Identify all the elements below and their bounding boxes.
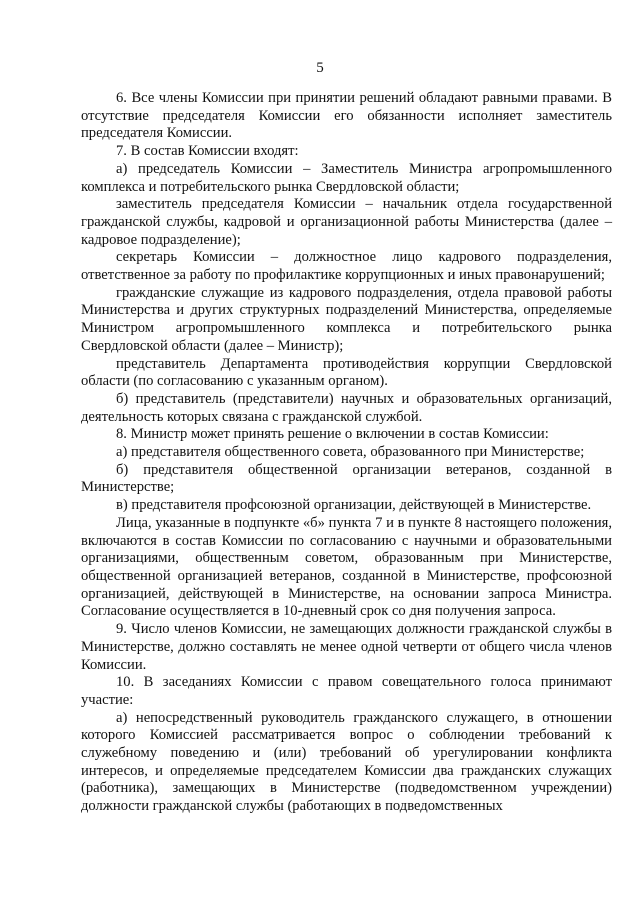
paragraph-secretary: секретарь Комиссии – должностное лицо кадрового подразделения, ответственное за работу по профилактике коррупционных и иных правонарушений; [81,249,612,284]
paragraph-8c: в) представителя профсоюзной организации, действующей в Министерстве. [116,497,592,514]
paragraph-10a: а) непосредственный руководитель гражданского служащего, в отношении которого Комиссией рассматривается вопрос о соблюдении требований к служебному поведению и (или) требований об урегулировании конфликта интересов, и определяемые председателем Комиссии два гражданских служащих (работника), замещающих в Министерстве (подведомственном учреждении) должности гражданской службы (работающих в подведомственных [81,709,612,815]
paragraph-7: 7. В состав Комиссии входят: [116,143,299,160]
paragraph-civil-servants: гражданские служащие из кадрового подразделения, отдела правовой работы Министерства и других структурных подразделений Министерства, определяемые Министром агропромышленного комплекса и потребительского рынка Свердловской области (далее – Министр); [81,284,612,354]
paragraph-8: 8. Министр может принять решение о включении в состав Комиссии: [116,426,549,443]
paragraph-10: 10. В заседаниях Комиссии с правом совещательного голоса принимают участие: [81,674,612,708]
paragraph-8b: б) представителя общественной организации ветеранов, созданной в Министерстве; [81,461,612,496]
paragraph-department-rep: представитель Департамента противодействия коррупции Свердловской области (по согласованию с указанным органом). [81,355,612,390]
paragraph-7b: б) представитель (представители) научных и образовательных организаций, деятельность которых связана с гражданской службой. [81,390,612,425]
page-number: 5 [316,60,324,76]
paragraph-9: 9. Число членов Комиссии, не замещающих должности гражданской службы в Министерстве, должно составлять не менее одной четверти от общего числа членов Комиссии. [81,621,612,673]
paragraph-7a: а) председатель Комиссии – Заместитель Министра агропромышленного комплекса и потребительского рынка Свердловской области; [81,160,612,195]
document-body [81,90,612,816]
paragraph-deputy-chair: заместитель председателя Комиссии – начальник отдела государственной гражданской службы, кадровой и организационной работы Министерства (далее – кадровое подразделение); [81,196,612,248]
paragraph-6: 6. Все члены Комиссии при принятии решений обладают равными правами. В отсутствие председателя Комиссии его обязанности исполняет заместитель председателя Комиссии. [81,90,612,142]
paragraph-8a: а) представителя общественного совета, образованного при Министерстве; [116,444,585,461]
paragraph-persons: Лица, указанные в подпункте «б» пункта 7 и в пункте 8 настоящего положения, включаются в состав Комиссии по согласованию с научными и образовательными организациями, общественным советом, образованным при Министерстве, общественной организацией ветеранов, созданной в Министерстве, профсоюзной организацией, действующей в Министерстве, на основании запроса Министра. Согласование осуществляется в 10-дневный срок со дня получения запроса. [81,514,612,620]
